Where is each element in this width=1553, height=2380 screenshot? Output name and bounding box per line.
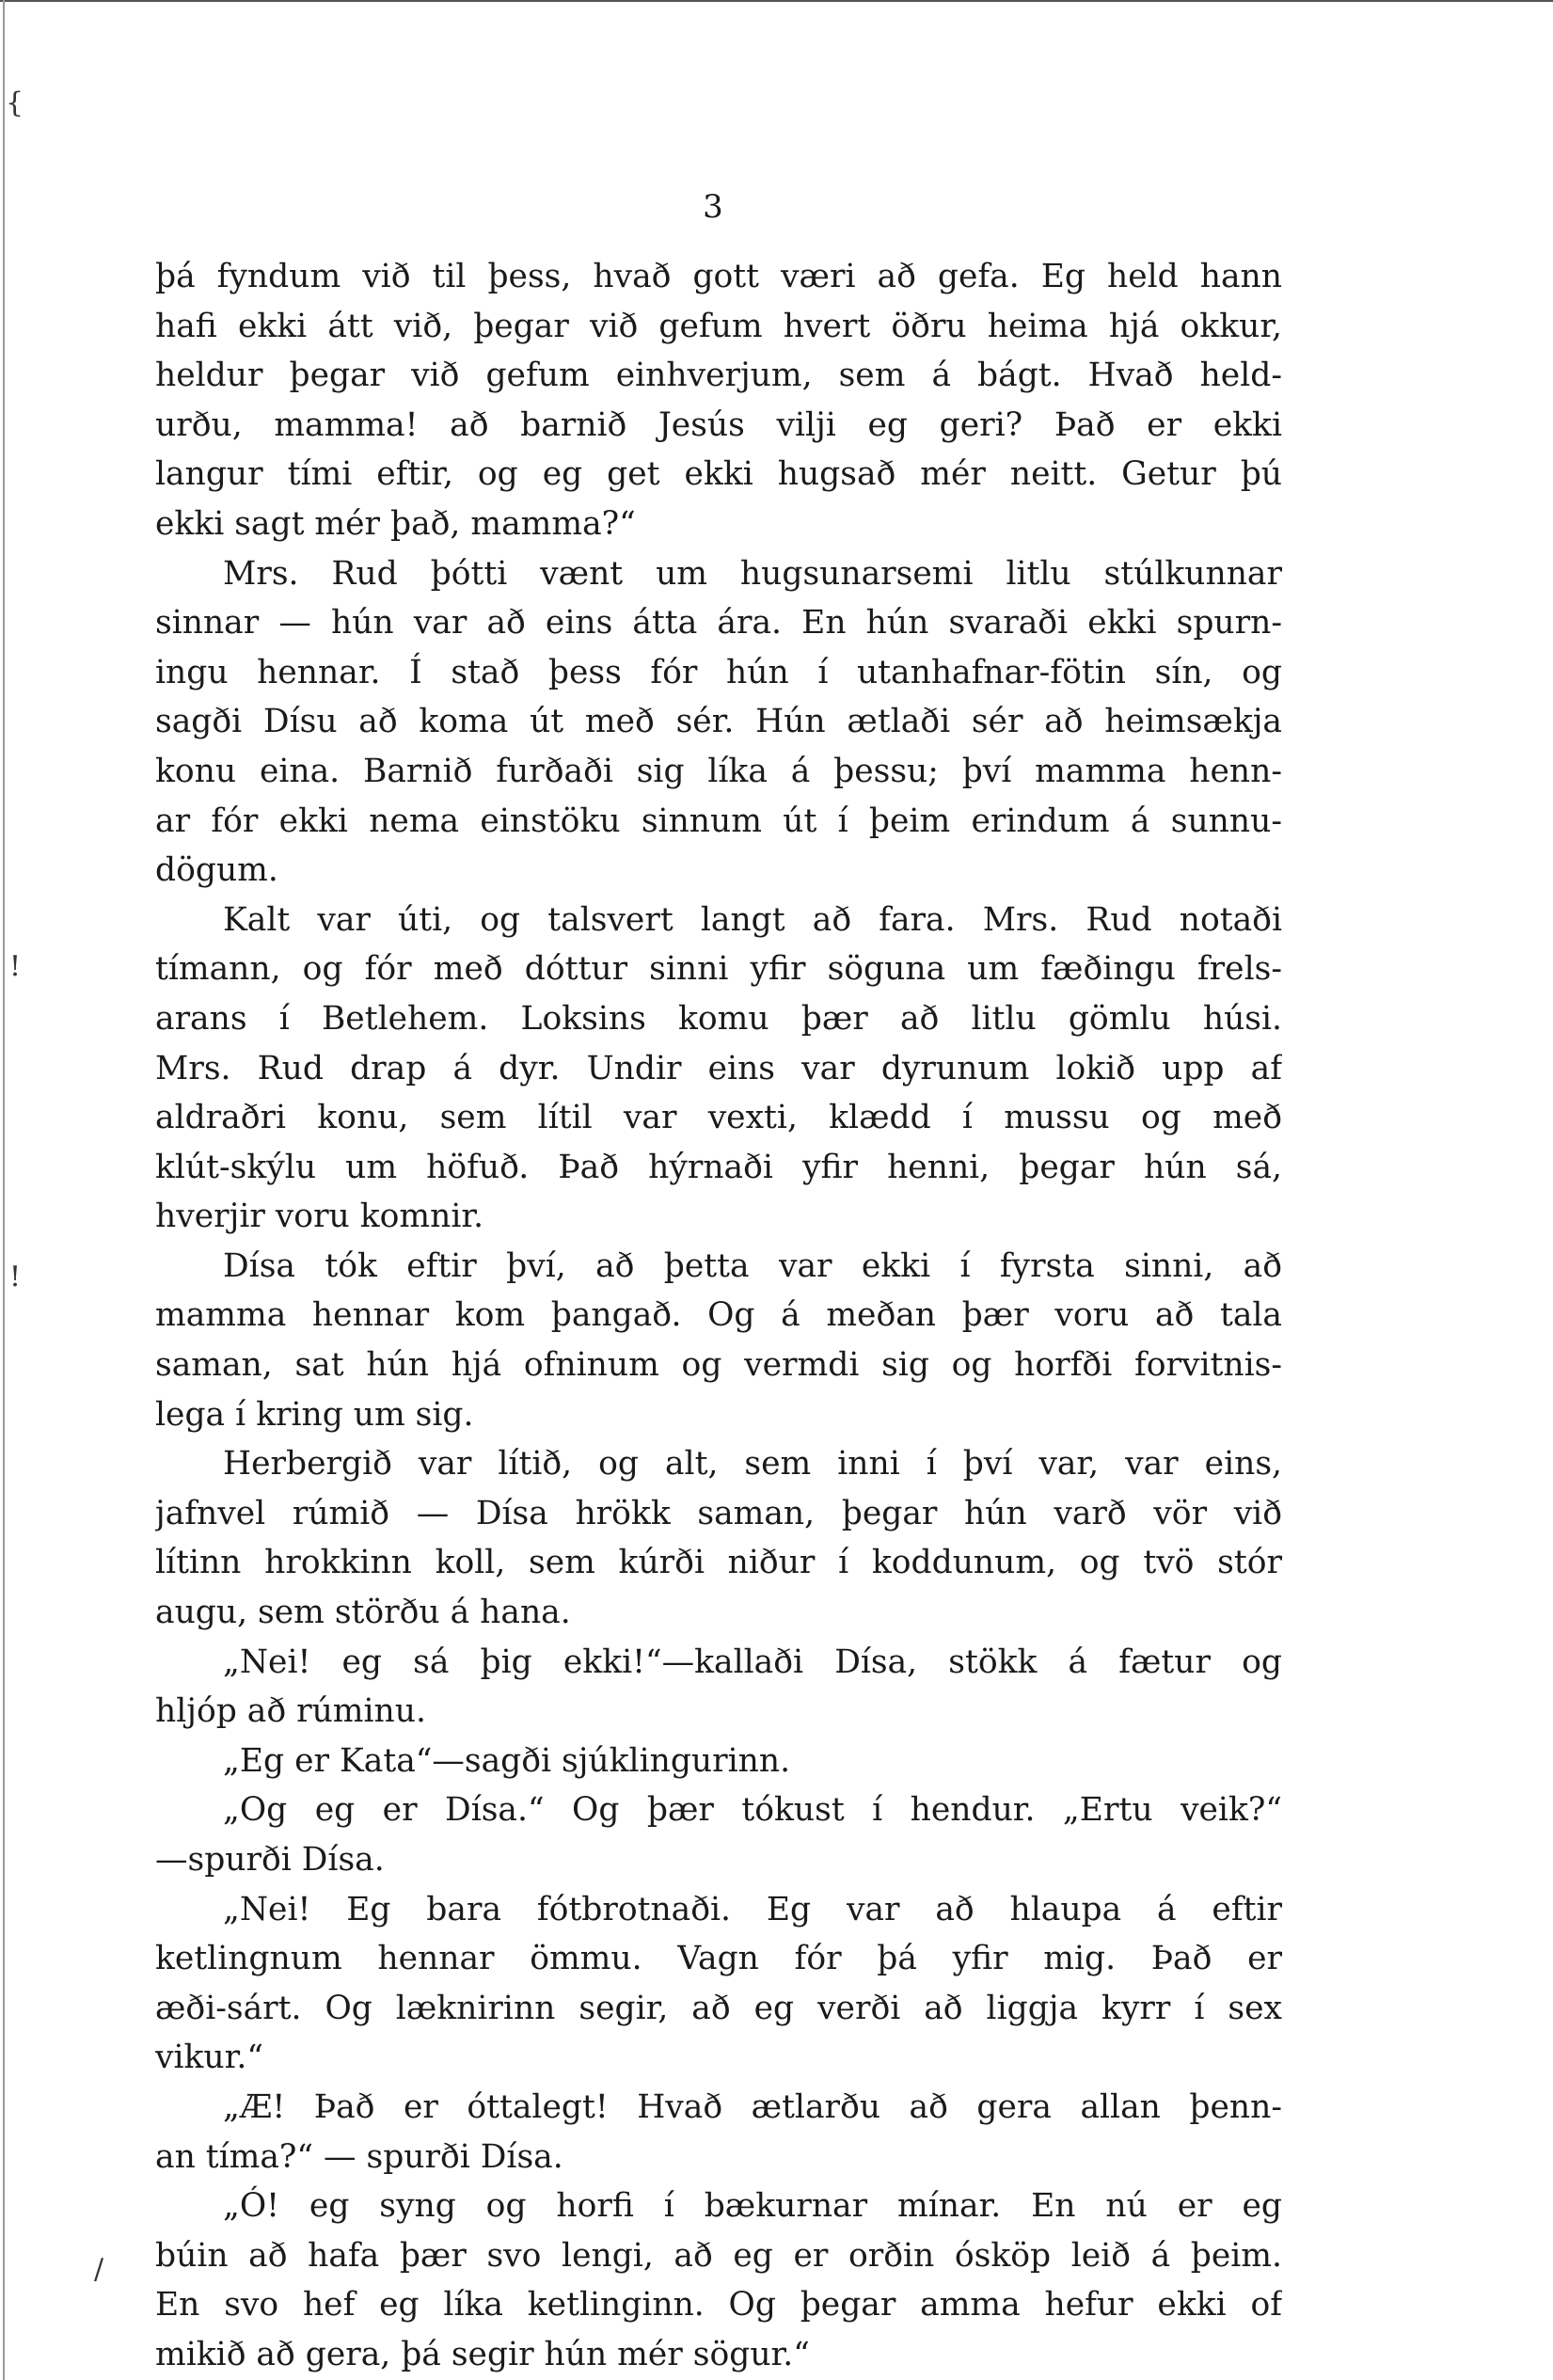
text-line: saman, sat hún hjá ofninum og vermdi sig og horfði forvitnis- [155,1346,1282,1385]
top-edge-rule [0,0,1553,2]
text-line: Mrs. Rud drap á dyr. Undir eins var dyrunum lokið upp af [155,1049,1282,1087]
margin-mark: { [6,87,24,119]
text-line: arans í Betlehem. Loksins komu þær að litlu gömlu húsi. [155,999,1282,1038]
text-line: augu, sem störðu á hana. [155,1594,571,1632]
text-line: hljóp að rúminu. [155,1692,426,1731]
text-line: „Ó! eg syng og horfi í bækurnar mínar. En nú er eg [223,2187,1282,2226]
text-line: „Æ! Það er óttalegt! Hvað ætlarðu að gera allan þenn- [223,2087,1282,2126]
text-line: „Nei! eg sá þig ekki!“—kallaði Dísa, stökk á fætur og [223,1642,1282,1681]
text-line: „Nei! Eg bara fótbrotnaði. Eg var að hlaupa á eftir [223,1890,1282,1928]
page-number: 3 [703,188,723,226]
left-binding-edge [3,0,5,2380]
text-line: vikur.“ [155,2039,263,2077]
text-line: sinnar — hún var að eins átta ára. En hún svaraði ekki spurn- [155,604,1282,643]
text-line: hverjir voru komnir. [155,1198,484,1236]
margin-mark: ! [9,950,22,983]
text-line: klút-skýlu um höfuð. Það hýrnaði yfir henni, þegar hún sá, [155,1148,1282,1186]
text-line: „Eg er Kata“—sagði sjúklingurinn. [223,1741,791,1780]
text-line: lega í kring um sig. [155,1395,474,1434]
text-line: mikið að gera, þá segir hún mér sögur.“ [155,2335,810,2373]
text-line: Dísa tók eftir því, að þetta var ekki í fyrsta sinni, að [223,1246,1282,1285]
text-line: aldraðri konu, sem lítil var vexti, klædd í mussu og með [155,1099,1282,1137]
text-line: lítinn hrokkinn koll, sem kúrði niður í koddunum, og tvö stór [155,1544,1282,1582]
text-line: jafnvel rúmið — Dísa hrökk saman, þegar hún varð vör við [155,1494,1282,1532]
text-line: konu eina. Barnið furðaði sig líka á þessu; því mamma henn- [155,752,1282,790]
text-line: ar fór ekki nema einstöku sinnum út í þeim erindum á sunnu- [155,801,1282,840]
text-line: æði-sárt. Og læknirinn segir, að eg verði að liggja kyrr í sex [155,1989,1282,2027]
text-line: Herbergið var lítið, og alt, sem inni í því var, var eins, [223,1445,1282,1484]
text-line: tímann, og fór með dóttur sinni yfir söguna um fæðingu frels- [155,950,1282,989]
text-line: sagði Dísu að koma út með sér. Hún ætlaði sér að heimsækja [155,703,1282,741]
text-line: dögum. [155,851,278,890]
text-line: Kalt var úti, og talsvert langt að fara. Mrs. Rud notaði [223,900,1282,939]
text-line: þá fyndum við til þess, hvað gott væri að gefa. Eg held hann [155,258,1282,295]
text-line: mamma hennar kom þangað. Og á meðan þær voru að tala [155,1296,1282,1335]
text-line: heldur þegar við gefum einhverjum, sem á bágt. Hvað held- [155,357,1282,395]
text-line: an tíma?“ — spurði Dísa. [155,2137,563,2176]
text-line: ekki sagt mér það, mamma?“ [155,504,636,543]
text-line: En svo hef eg líka ketlinginn. Og þegar amma hefur ekki of [155,2286,1282,2324]
text-line: langur tími eftir, og eg get ekki hugsað mér neitt. Getur þú [155,455,1282,494]
text-line: Mrs. Rud þótti vænt um hugsunarsemi litlu stúlkunnar [223,554,1282,593]
margin-mark: / [94,2253,104,2286]
text-line: urðu, mamma! að barnið Jesús vilji eg geri? Það er ekki [155,405,1282,444]
text-line: „Og eg er Dísa.“ Og þær tókust í hendur. „Ertu veik?“ [223,1791,1282,1830]
text-line: ingu hennar. Í stað þess fór hún í utanhafnar-fötin sín, og [155,653,1282,691]
body-text [155,252,1282,2380]
text-line: hafi ekki átt við, þegar við gefum hvert öðru heima hjá okkur, [155,307,1282,345]
margin-mark: ! [9,1261,22,1293]
text-line: búin að hafa þær svo lengi, að eg er orðin ósköp leið á þeim. [155,2236,1282,2275]
text-line: —spurði Dísa. [155,1841,385,1879]
text-line: ketlingnum hennar ömmu. Vagn fór þá yfir mig. Það er [155,1940,1282,1978]
